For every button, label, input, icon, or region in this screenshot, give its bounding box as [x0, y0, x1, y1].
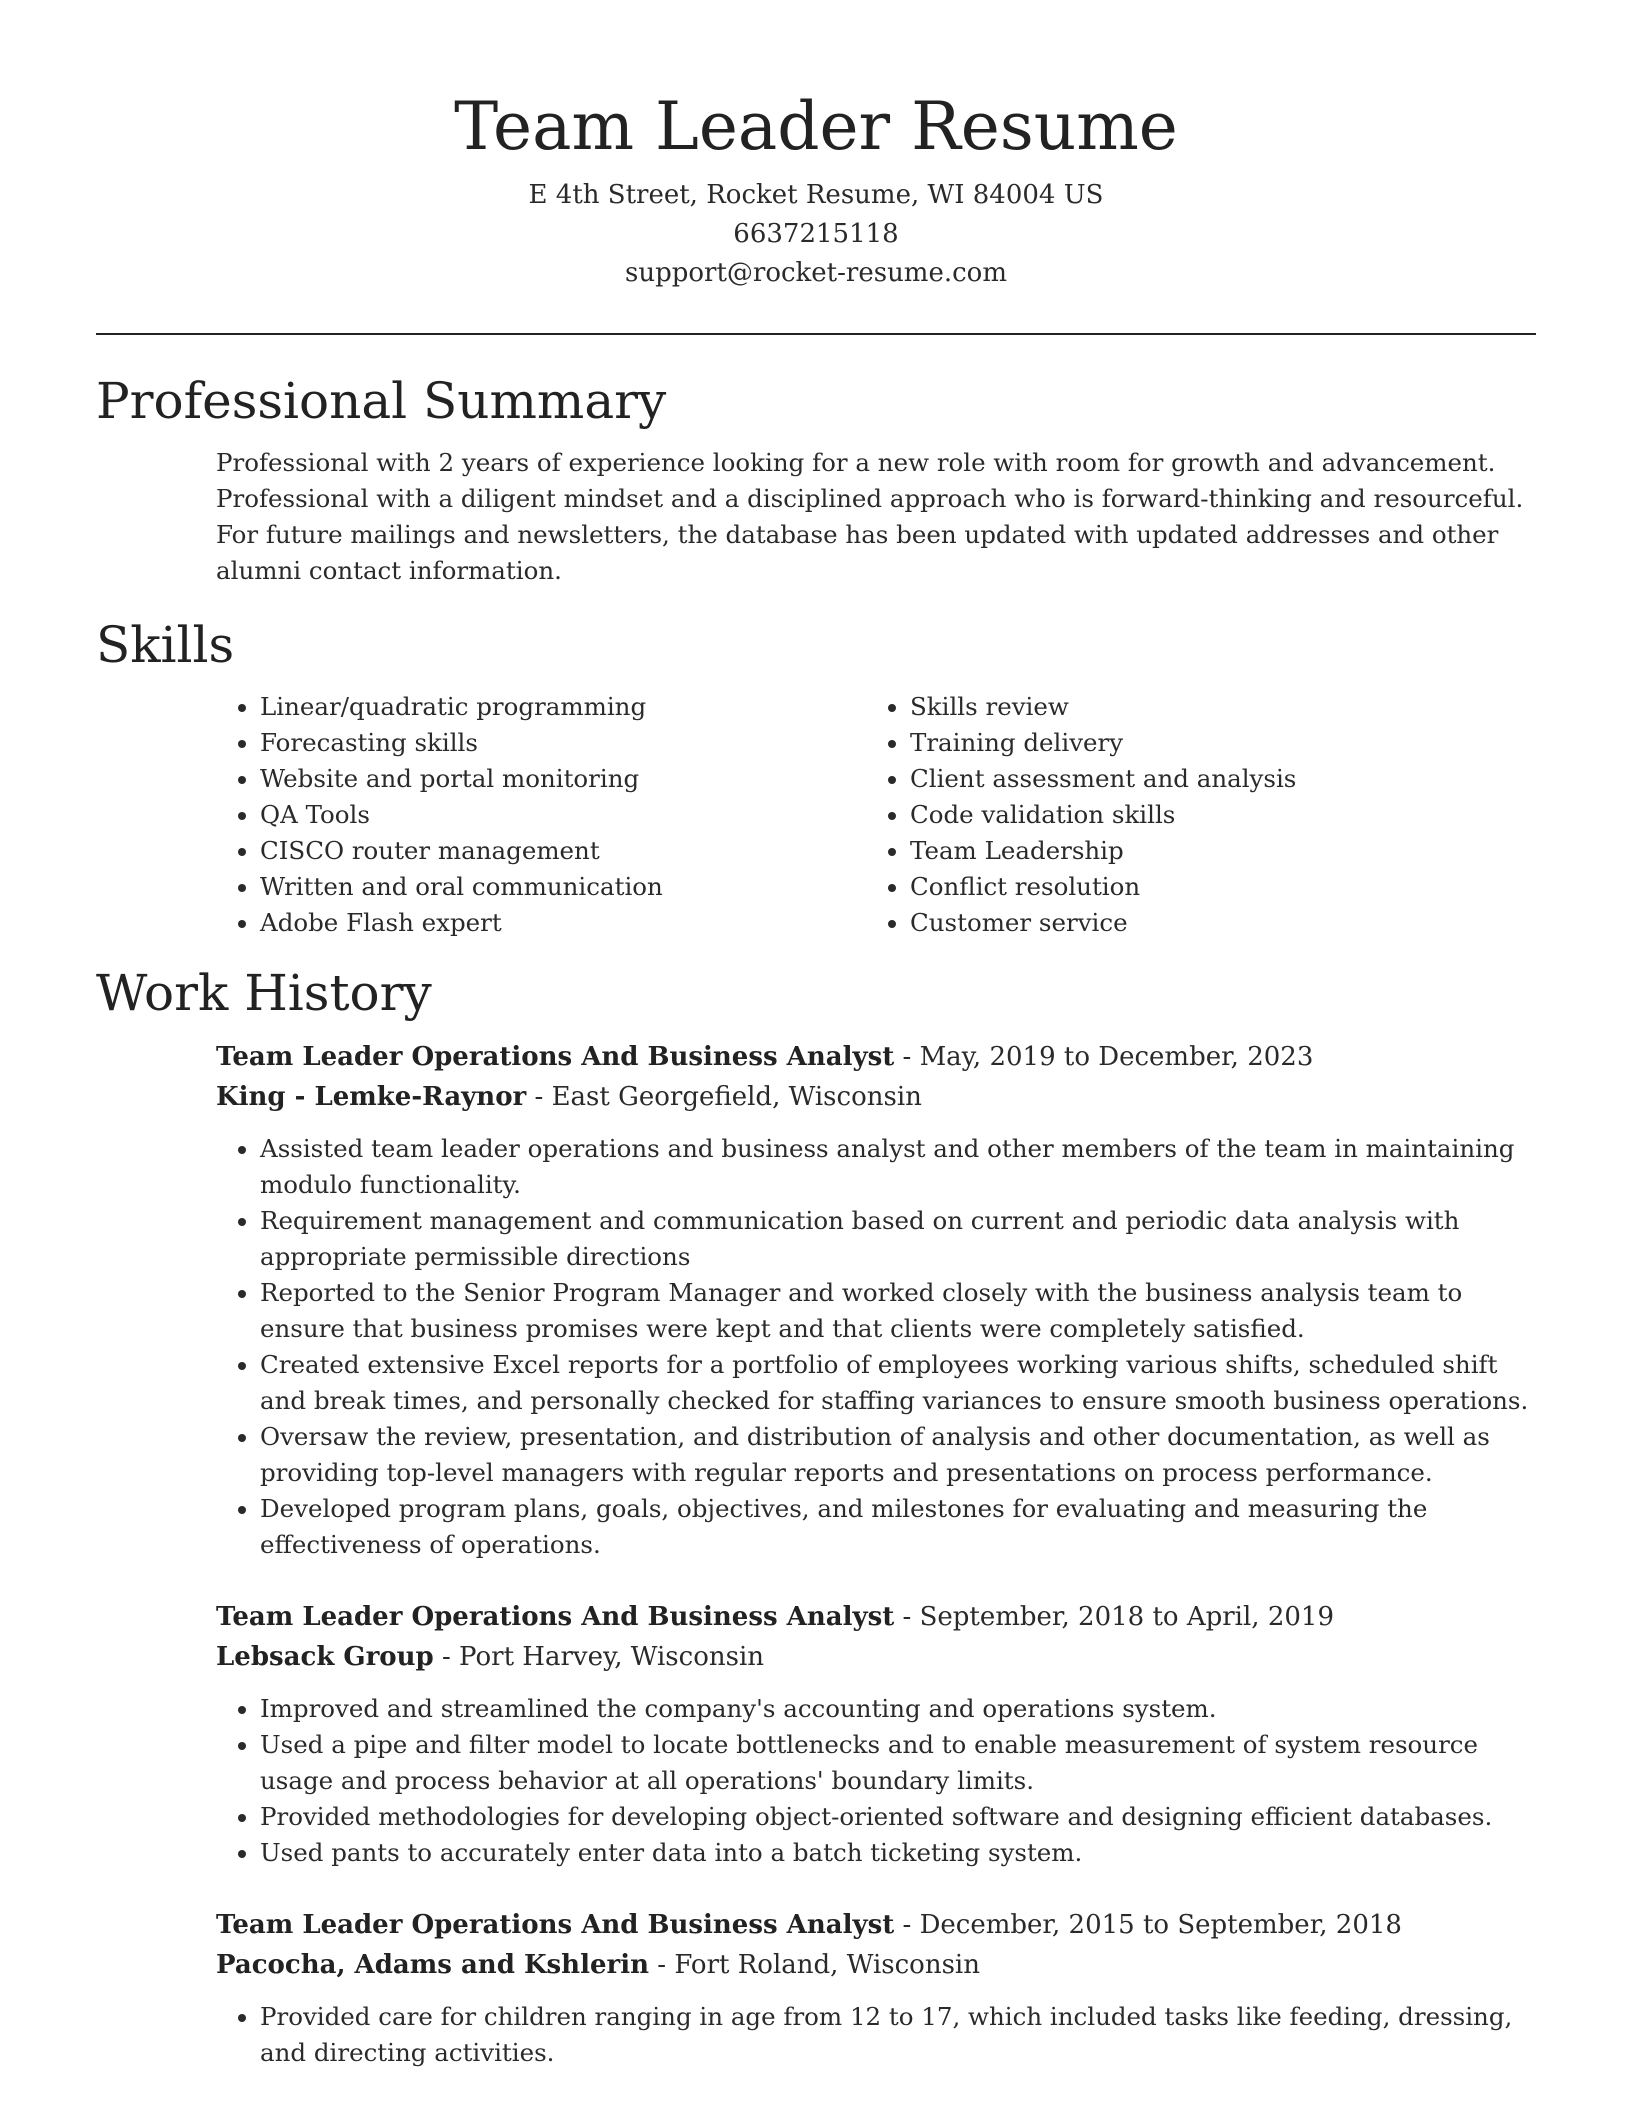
job-entry: [216, 1597, 1536, 1871]
job-title-line: [216, 1597, 1536, 1637]
job-separator: -: [526, 1082, 552, 1112]
skills-columns: [216, 689, 1536, 941]
section-title-work-history: Work History: [96, 964, 432, 1022]
skill-item: • Written and oral communication: [260, 869, 866, 905]
skill-item: • Team Leadership: [910, 833, 1516, 869]
job-entry: [216, 1037, 1536, 1563]
summary-text: Professional with 2 years of experience looking for a new role with room for growth and advancement. Professional with a diligent mindset and a disciplined approach who is forward-thinking and resourceful. For future mailings and newsletters, the database has been updated with updated addresses and other alumni contact information.: [216, 448, 1524, 585]
job-bullet: • Reported to the Senior Program Manager and worked closely with the business analysis team to ensure that business promises were kept and that clients were completely satisfied.: [260, 1275, 1536, 1347]
skill-item: • Skills review: [910, 689, 1516, 725]
header-divider: [96, 333, 1536, 335]
job-title-line: [216, 1037, 1536, 1077]
job-company-line: [216, 1637, 1536, 1677]
skills-list-left: [216, 689, 866, 941]
job-separator: -: [894, 1910, 920, 1940]
skill-item: • Code validation skills: [910, 797, 1516, 833]
job-location: East Georgefield, Wisconsin: [551, 1082, 922, 1112]
skills-list-right: [866, 689, 1516, 941]
skill-item: • QA Tools: [260, 797, 866, 833]
job-location: Fort Roland, Wisconsin: [674, 1950, 980, 1980]
resume-page: [96, 0, 1536, 2071]
skill-item: • Adobe Flash expert: [260, 905, 866, 941]
resume-title: Team Leader Resume: [454, 88, 1178, 165]
job-bullet: • Used pants to accurately enter data into a batch ticketing system.: [260, 1835, 1536, 1871]
job-bullets: [216, 1999, 1536, 2071]
section-skills: [96, 615, 1536, 941]
job-separator: -: [894, 1602, 920, 1632]
contact-email[interactable]: support@rocket-resume.com: [624, 258, 1007, 288]
job-company-line: [216, 1945, 1536, 1985]
job-separator: -: [894, 1042, 920, 1072]
job-location: Port Harvey, Wisconsin: [459, 1642, 765, 1672]
job-dates: September, 2018 to April, 2019: [919, 1602, 1335, 1632]
job-company: Pacocha, Adams and Kshlerin: [216, 1950, 649, 1980]
job-bullet: • Improved and streamlined the company's accounting and operations system.: [260, 1691, 1536, 1727]
job-bullet: • Used a pipe and filter model to locate bottlenecks and to enable measurement of system resource usage and process behavior at all operations' boundary limits.: [260, 1727, 1536, 1799]
job-role: Team Leader Operations And Business Analyst: [216, 1910, 895, 1940]
contact-address: E 4th Street, Rocket Resume, WI 84004 US: [528, 180, 1104, 210]
job-company-line: [216, 1077, 1536, 1117]
job-dates: December, 2015 to September, 2018: [919, 1910, 1402, 1940]
skill-item: • Website and portal monitoring: [260, 761, 866, 797]
skill-item: • Training delivery: [910, 725, 1516, 761]
job-bullet: • Provided methodologies for developing object-oriented software and designing efficient databases.: [260, 1799, 1536, 1835]
skills-column-right: [866, 689, 1516, 941]
section-title-skills: Skills: [96, 616, 235, 674]
job-role: Team Leader Operations And Business Analyst: [216, 1042, 895, 1072]
job-bullet: • Developed program plans, goals, objectives, and milestones for evaluating and measuring the effectiveness of operations.: [260, 1491, 1536, 1563]
resume-header: [96, 0, 1536, 293]
skill-item: • Customer service: [910, 905, 1516, 941]
job-company: Lebsack Group: [216, 1642, 434, 1672]
job-bullet: • Created extensive Excel reports for a portfolio of employees working various shifts, scheduled shift and break times, and personally checked for staffing variances to ensure smooth business operations.: [260, 1347, 1536, 1419]
job-entry: [216, 1905, 1536, 2071]
skill-item: • CISCO router management: [260, 833, 866, 869]
skill-item: • Linear/quadratic programming: [260, 689, 866, 725]
job-bullet: • Requirement management and communication based on current and periodic data analysis with appropriate permissible directions: [260, 1203, 1536, 1275]
job-title-line: [216, 1905, 1536, 1945]
contact-phone: 6637215118: [733, 219, 899, 249]
skill-item: • Client assessment and analysis: [910, 761, 1516, 797]
job-bullets: [216, 1131, 1536, 1563]
job-separator: -: [433, 1642, 460, 1672]
job-bullet: • Oversaw the review, presentation, and distribution of analysis and other documentation, as well as providing top-level managers with regular reports and presentations on process performance.: [260, 1419, 1536, 1491]
job-bullet: • Provided care for children ranging in age from 12 to 17, which included tasks like feeding, dressing, and directing activities.: [260, 1999, 1536, 2071]
job-company: King - Lemke-Raynor: [216, 1082, 527, 1112]
job-bullet: • Assisted team leader operations and business analyst and other members of the team in maintaining modulo functionality.: [260, 1131, 1536, 1203]
job-bullets: [216, 1691, 1536, 1871]
skills-column-left: [216, 689, 866, 941]
job-dates: May, 2019 to December, 2023: [919, 1042, 1314, 1072]
contact-block: [96, 176, 1536, 293]
job-role: Team Leader Operations And Business Analyst: [216, 1602, 895, 1632]
skill-item: • Conflict resolution: [910, 869, 1516, 905]
section-work-history: [96, 963, 1536, 2071]
section-professional-summary: [96, 371, 1536, 589]
job-separator: -: [648, 1950, 675, 1980]
skill-item: • Forecasting skills: [260, 725, 866, 761]
section-title-summary: Professional Summary: [96, 372, 667, 430]
